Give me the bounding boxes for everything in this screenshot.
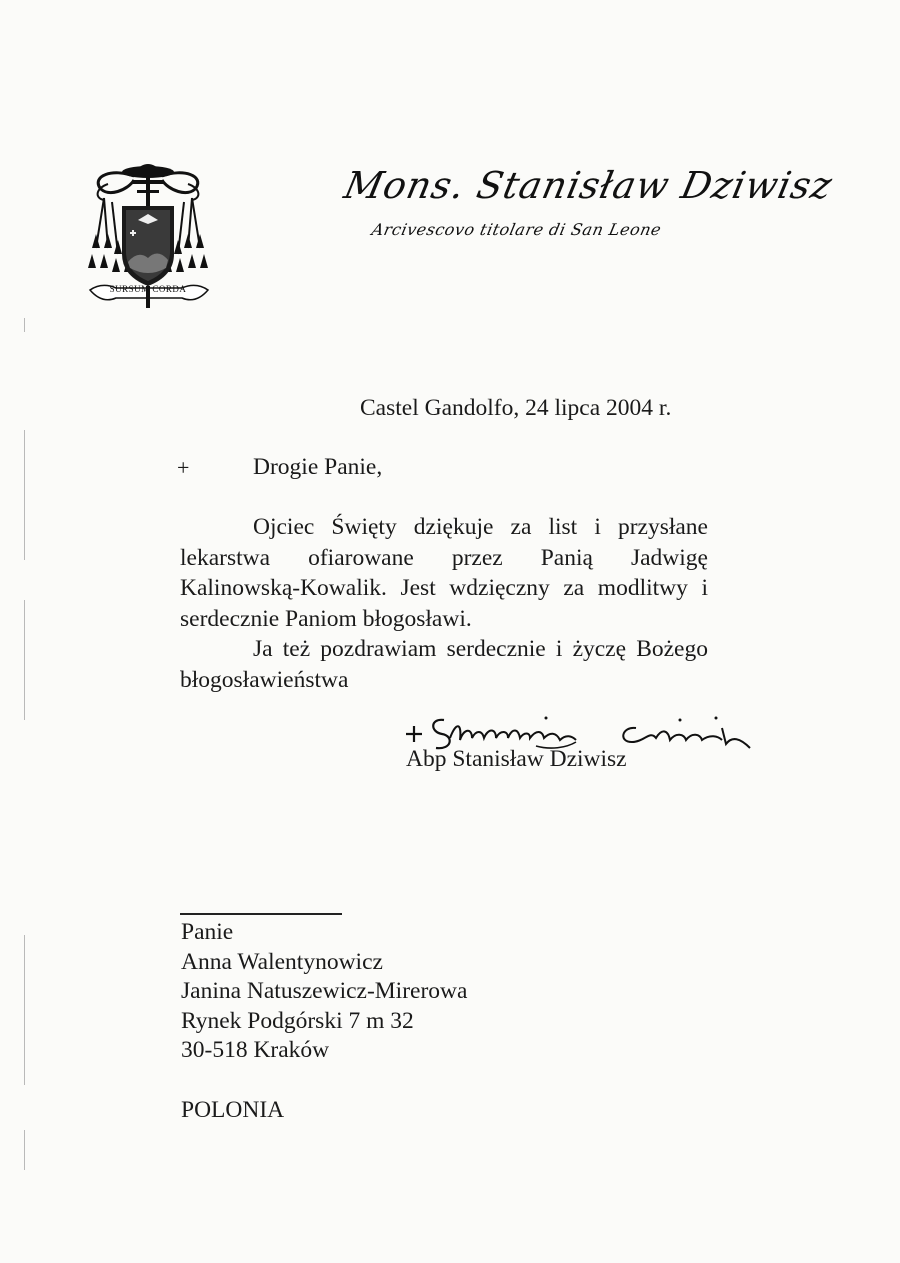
- cross-mark: +: [177, 455, 190, 480]
- address-line: Rynek Podgórski 7 m 32: [181, 1007, 414, 1034]
- scan-mark: [24, 318, 25, 332]
- body-line: błogosławieństwa: [180, 666, 349, 693]
- body-line: lekarstwa ofiarowane przez Panią Jadwigę: [180, 544, 708, 571]
- scan-mark: [24, 430, 25, 560]
- paragraph-2: [180, 634, 708, 695]
- body-line: Kalinowską-Kowalik. Jest wdzięczny za modlitwy i: [180, 575, 708, 601]
- address-country: POLONIA: [181, 1097, 285, 1123]
- body-line: Ojciec Święty dziękuje za list i przysłane: [253, 514, 708, 540]
- body-line: serdecznie Paniom błogosławi.: [180, 605, 472, 632]
- letterhead-title: Arcivescovo titolare di San Leone: [369, 220, 664, 239]
- recipient-address: [181, 918, 467, 1066]
- scan-mark: [24, 935, 25, 1085]
- address-rule: [180, 913, 342, 915]
- address-line: Anna Walentynowicz: [181, 948, 383, 975]
- scan-mark: [24, 600, 25, 720]
- salutation: Drogie Panie,: [253, 454, 383, 480]
- address-line: Janina Natuszewicz-Mirerowa: [181, 978, 468, 1005]
- address-line: Panie: [181, 919, 234, 945]
- letter-date: Castel Gandolfo, 24 lipca 2004 r.: [360, 395, 672, 421]
- scan-mark: [24, 1130, 25, 1170]
- address-line: 30-518 Kraków: [181, 1037, 330, 1064]
- paragraph-1: [180, 512, 708, 634]
- signature-name: Abp Stanisław Dziwisz: [406, 746, 627, 772]
- letterhead-name: Mons. Stanisław Dziwisz: [340, 164, 837, 207]
- body-line: Ja też pozdrawiam serdecznie i życzę Bożego: [253, 636, 708, 662]
- coat-of-arms-motto: SURSUM CORDA: [109, 284, 187, 294]
- letter-body: [180, 512, 708, 695]
